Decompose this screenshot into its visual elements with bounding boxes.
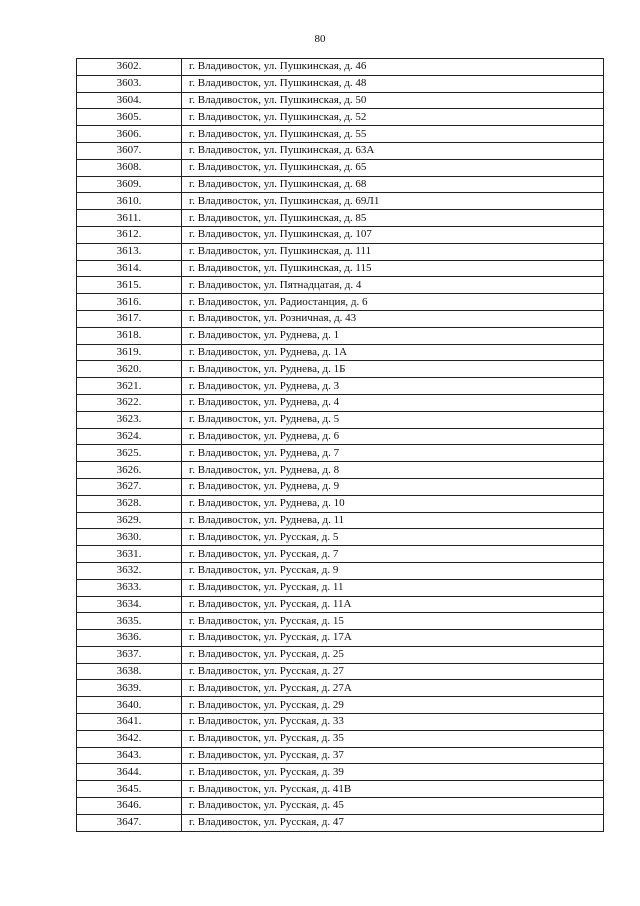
row-address: г. Владивосток, ул. Русская, д. 5 (182, 529, 604, 546)
table-row (77, 226, 604, 243)
row-address: г. Владивосток, ул. Русская, д. 27 (182, 663, 604, 680)
row-address: г. Владивосток, ул. Руднева, д. 3 (182, 378, 604, 395)
row-address: г. Владивосток, ул. Пушкинская, д. 107 (182, 226, 604, 243)
row-address: г. Владивосток, ул. Пушкинская, д. 52 (182, 109, 604, 126)
row-number: 3622. (77, 394, 182, 411)
table-row (77, 142, 604, 159)
table-row (77, 411, 604, 428)
row-number: 3604. (77, 92, 182, 109)
row-number: 3607. (77, 142, 182, 159)
row-address: г. Владивосток, ул. Пушкинская, д. 115 (182, 260, 604, 277)
table-row (77, 781, 604, 798)
row-address: г. Владивосток, ул. Пятнадцатая, д. 4 (182, 277, 604, 294)
table-row (77, 613, 604, 630)
row-number: 3624. (77, 428, 182, 445)
row-address: г. Владивосток, ул. Пушкинская, д. 50 (182, 92, 604, 109)
table-row (77, 814, 604, 831)
table-row (77, 176, 604, 193)
row-number: 3643. (77, 747, 182, 764)
row-address: г. Владивосток, ул. Пушкинская, д. 63А (182, 142, 604, 159)
row-address: г. Владивосток, ул. Пушкинская, д. 111 (182, 243, 604, 260)
address-table-body (77, 59, 604, 832)
row-address: г. Владивосток, ул. Русская, д. 39 (182, 764, 604, 781)
row-address: г. Владивосток, ул. Руднева, д. 7 (182, 445, 604, 462)
row-address: г. Владивосток, ул. Русская, д. 47 (182, 814, 604, 831)
row-address: г. Владивосток, ул. Руднева, д. 10 (182, 495, 604, 512)
row-number: 3641. (77, 714, 182, 731)
row-address: г. Владивосток, ул. Русская, д. 35 (182, 730, 604, 747)
row-number: 3620. (77, 361, 182, 378)
table-row (77, 260, 604, 277)
row-number: 3603. (77, 75, 182, 92)
row-number: 3609. (77, 176, 182, 193)
table-row (77, 210, 604, 227)
row-number: 3623. (77, 411, 182, 428)
table-row (77, 730, 604, 747)
table-row (77, 680, 604, 697)
table-row (77, 109, 604, 126)
row-number: 3640. (77, 697, 182, 714)
table-row (77, 529, 604, 546)
row-number: 3645. (77, 781, 182, 798)
table-row (77, 294, 604, 311)
page-number: 80 (314, 33, 326, 45)
row-address: г. Владивосток, ул. Русская, д. 33 (182, 714, 604, 731)
row-address: г. Владивосток, ул. Русская, д. 25 (182, 646, 604, 663)
table-row (77, 462, 604, 479)
row-address: г. Владивосток, ул. Руднева, д. 11 (182, 512, 604, 529)
row-address: г. Владивосток, ул. Русская, д. 45 (182, 798, 604, 815)
row-number: 3605. (77, 109, 182, 126)
row-address: г. Владивосток, ул. Русская, д. 37 (182, 747, 604, 764)
table-row (77, 126, 604, 143)
row-number: 3621. (77, 378, 182, 395)
table-row (77, 562, 604, 579)
row-address: г. Владивосток, ул. Розничная, д. 43 (182, 310, 604, 327)
row-number: 3608. (77, 159, 182, 176)
table-row (77, 92, 604, 109)
row-number: 3639. (77, 680, 182, 697)
row-number: 3606. (77, 126, 182, 143)
row-address: г. Владивосток, ул. Руднева, д. 1Б (182, 361, 604, 378)
row-number: 3629. (77, 512, 182, 529)
row-number: 3611. (77, 210, 182, 227)
table-row (77, 59, 604, 76)
table-row (77, 646, 604, 663)
address-table (76, 58, 604, 832)
row-address: г. Владивосток, ул. Пушкинская, д. 55 (182, 126, 604, 143)
table-row (77, 193, 604, 210)
table-row (77, 361, 604, 378)
row-number: 3625. (77, 445, 182, 462)
row-number: 3632. (77, 562, 182, 579)
row-address: г. Владивосток, ул. Русская, д. 7 (182, 546, 604, 563)
table-row (77, 630, 604, 647)
table-row (77, 478, 604, 495)
row-address: г. Владивосток, ул. Пушкинская, д. 68 (182, 176, 604, 193)
row-address: г. Владивосток, ул. Руднева, д. 8 (182, 462, 604, 479)
row-number: 3636. (77, 630, 182, 647)
row-number: 3638. (77, 663, 182, 680)
table-row (77, 428, 604, 445)
row-number: 3630. (77, 529, 182, 546)
table-row (77, 327, 604, 344)
row-address: г. Владивосток, ул. Русская, д. 11А (182, 596, 604, 613)
row-address: г. Владивосток, ул. Радиостанция, д. 6 (182, 294, 604, 311)
table-row (77, 445, 604, 462)
table-row (77, 378, 604, 395)
table-row (77, 344, 604, 361)
table-row (77, 159, 604, 176)
row-address: г. Владивосток, ул. Русская, д. 41В (182, 781, 604, 798)
row-number: 3612. (77, 226, 182, 243)
row-number: 3618. (77, 327, 182, 344)
table-row (77, 546, 604, 563)
row-number: 3634. (77, 596, 182, 613)
row-number: 3633. (77, 579, 182, 596)
row-address: г. Владивосток, ул. Русская, д. 17А (182, 630, 604, 647)
row-number: 3635. (77, 613, 182, 630)
row-number: 3626. (77, 462, 182, 479)
table-row (77, 747, 604, 764)
table-row (77, 596, 604, 613)
row-number: 3614. (77, 260, 182, 277)
table-row (77, 714, 604, 731)
table-row (77, 579, 604, 596)
row-address: г. Владивосток, ул. Русская, д. 29 (182, 697, 604, 714)
row-address: г. Владивосток, ул. Пушкинская, д. 46 (182, 59, 604, 76)
row-address: г. Владивосток, ул. Руднева, д. 5 (182, 411, 604, 428)
row-address: г. Владивосток, ул. Русская, д. 11 (182, 579, 604, 596)
table-row (77, 495, 604, 512)
row-number: 3647. (77, 814, 182, 831)
row-address: г. Владивосток, ул. Русская, д. 27А (182, 680, 604, 697)
row-address: г. Владивосток, ул. Руднева, д. 4 (182, 394, 604, 411)
row-number: 3610. (77, 193, 182, 210)
row-number: 3616. (77, 294, 182, 311)
row-number: 3644. (77, 764, 182, 781)
row-number: 3627. (77, 478, 182, 495)
row-number: 3642. (77, 730, 182, 747)
row-number: 3637. (77, 646, 182, 663)
row-number: 3615. (77, 277, 182, 294)
row-number: 3613. (77, 243, 182, 260)
row-number: 3617. (77, 310, 182, 327)
row-address: г. Владивосток, ул. Русская, д. 9 (182, 562, 604, 579)
row-address: г. Владивосток, ул. Руднева, д. 9 (182, 478, 604, 495)
table-row (77, 277, 604, 294)
table-row (77, 663, 604, 680)
table-row (77, 512, 604, 529)
table-row (77, 798, 604, 815)
row-address: г. Владивосток, ул. Руднева, д. 1А (182, 344, 604, 361)
row-number: 3619. (77, 344, 182, 361)
table-row (77, 394, 604, 411)
table-row (77, 243, 604, 260)
row-address: г. Владивосток, ул. Пушкинская, д. 65 (182, 159, 604, 176)
table-row (77, 310, 604, 327)
table-row (77, 697, 604, 714)
row-address: г. Владивосток, ул. Руднева, д. 1 (182, 327, 604, 344)
row-address: г. Владивосток, ул. Русская, д. 15 (182, 613, 604, 630)
row-number: 3646. (77, 798, 182, 815)
table-row (77, 764, 604, 781)
row-address: г. Владивосток, ул. Пушкинская, д. 48 (182, 75, 604, 92)
row-number: 3602. (77, 59, 182, 76)
table-row (77, 75, 604, 92)
row-address: г. Владивосток, ул. Пушкинская, д. 85 (182, 210, 604, 227)
row-address: г. Владивосток, ул. Руднева, д. 6 (182, 428, 604, 445)
row-number: 3628. (77, 495, 182, 512)
row-number: 3631. (77, 546, 182, 563)
row-address: г. Владивосток, ул. Пушкинская, д. 69Л1 (182, 193, 604, 210)
